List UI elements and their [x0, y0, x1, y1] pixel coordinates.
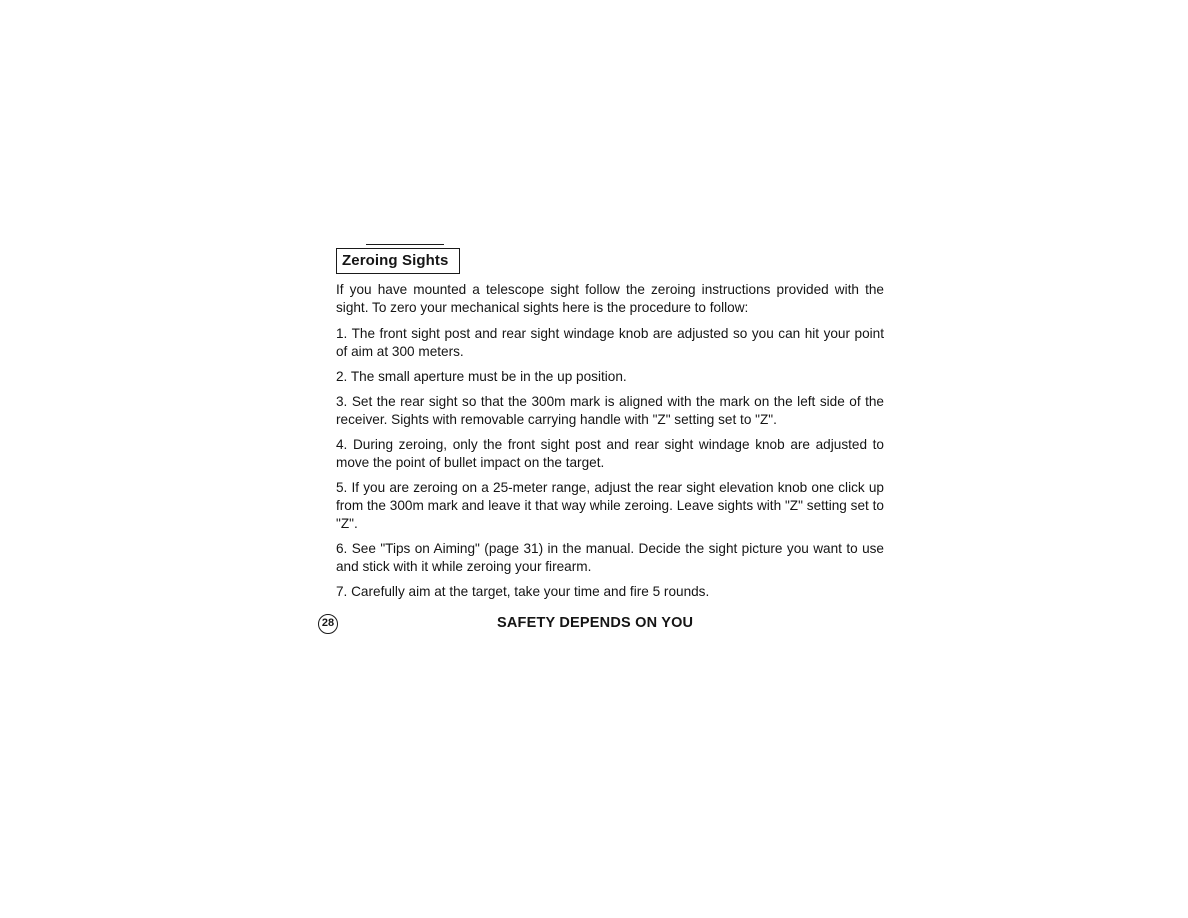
step-5: 5. If you are zeroing on a 25-meter range, adjust the rear sight elevation knob one click up from the 300m mark and leave it that way while zeroing. Leave sights with "Z" setting set to "Z". — [336, 480, 884, 531]
step-7: 7. Carefully aim at the target, take your time and fire 5 rounds. — [336, 584, 710, 599]
heading-rule — [366, 244, 444, 245]
section-heading-box — [336, 248, 460, 274]
page-number-badge: 28 — [318, 614, 338, 634]
step-1: 1. The front sight post and rear sight windage knob are adjusted so you can hit your point of aim at 300 meters. — [336, 326, 884, 359]
section-heading: Zeroing Sights — [342, 252, 449, 269]
instructions-body — [336, 281, 884, 608]
step-3: 3. Set the rear sight so that the 300m mark is aligned with the mark on the left side of the receiver. Sights with removable carrying handle with "Z" setting set to "Z". — [336, 394, 884, 427]
step-6: 6. See "Tips on Aiming" (page 31) in the manual. Decide the sight picture you want to use and stick with it while zeroing your firearm. — [336, 541, 884, 574]
step-4: 4. During zeroing, only the front sight post and rear sight windage knob are adjusted to move the point of bullet impact on the target. — [336, 437, 884, 470]
footer-slogan: SAFETY DEPENDS ON YOU — [497, 615, 694, 631]
step-2: 2. The small aperture must be in the up position. — [336, 369, 627, 384]
intro-paragraph: If you have mounted a telescope sight follow the zeroing instructions provided with the sight. To zero your mechanical sights here is the procedure to follow: — [336, 282, 884, 315]
